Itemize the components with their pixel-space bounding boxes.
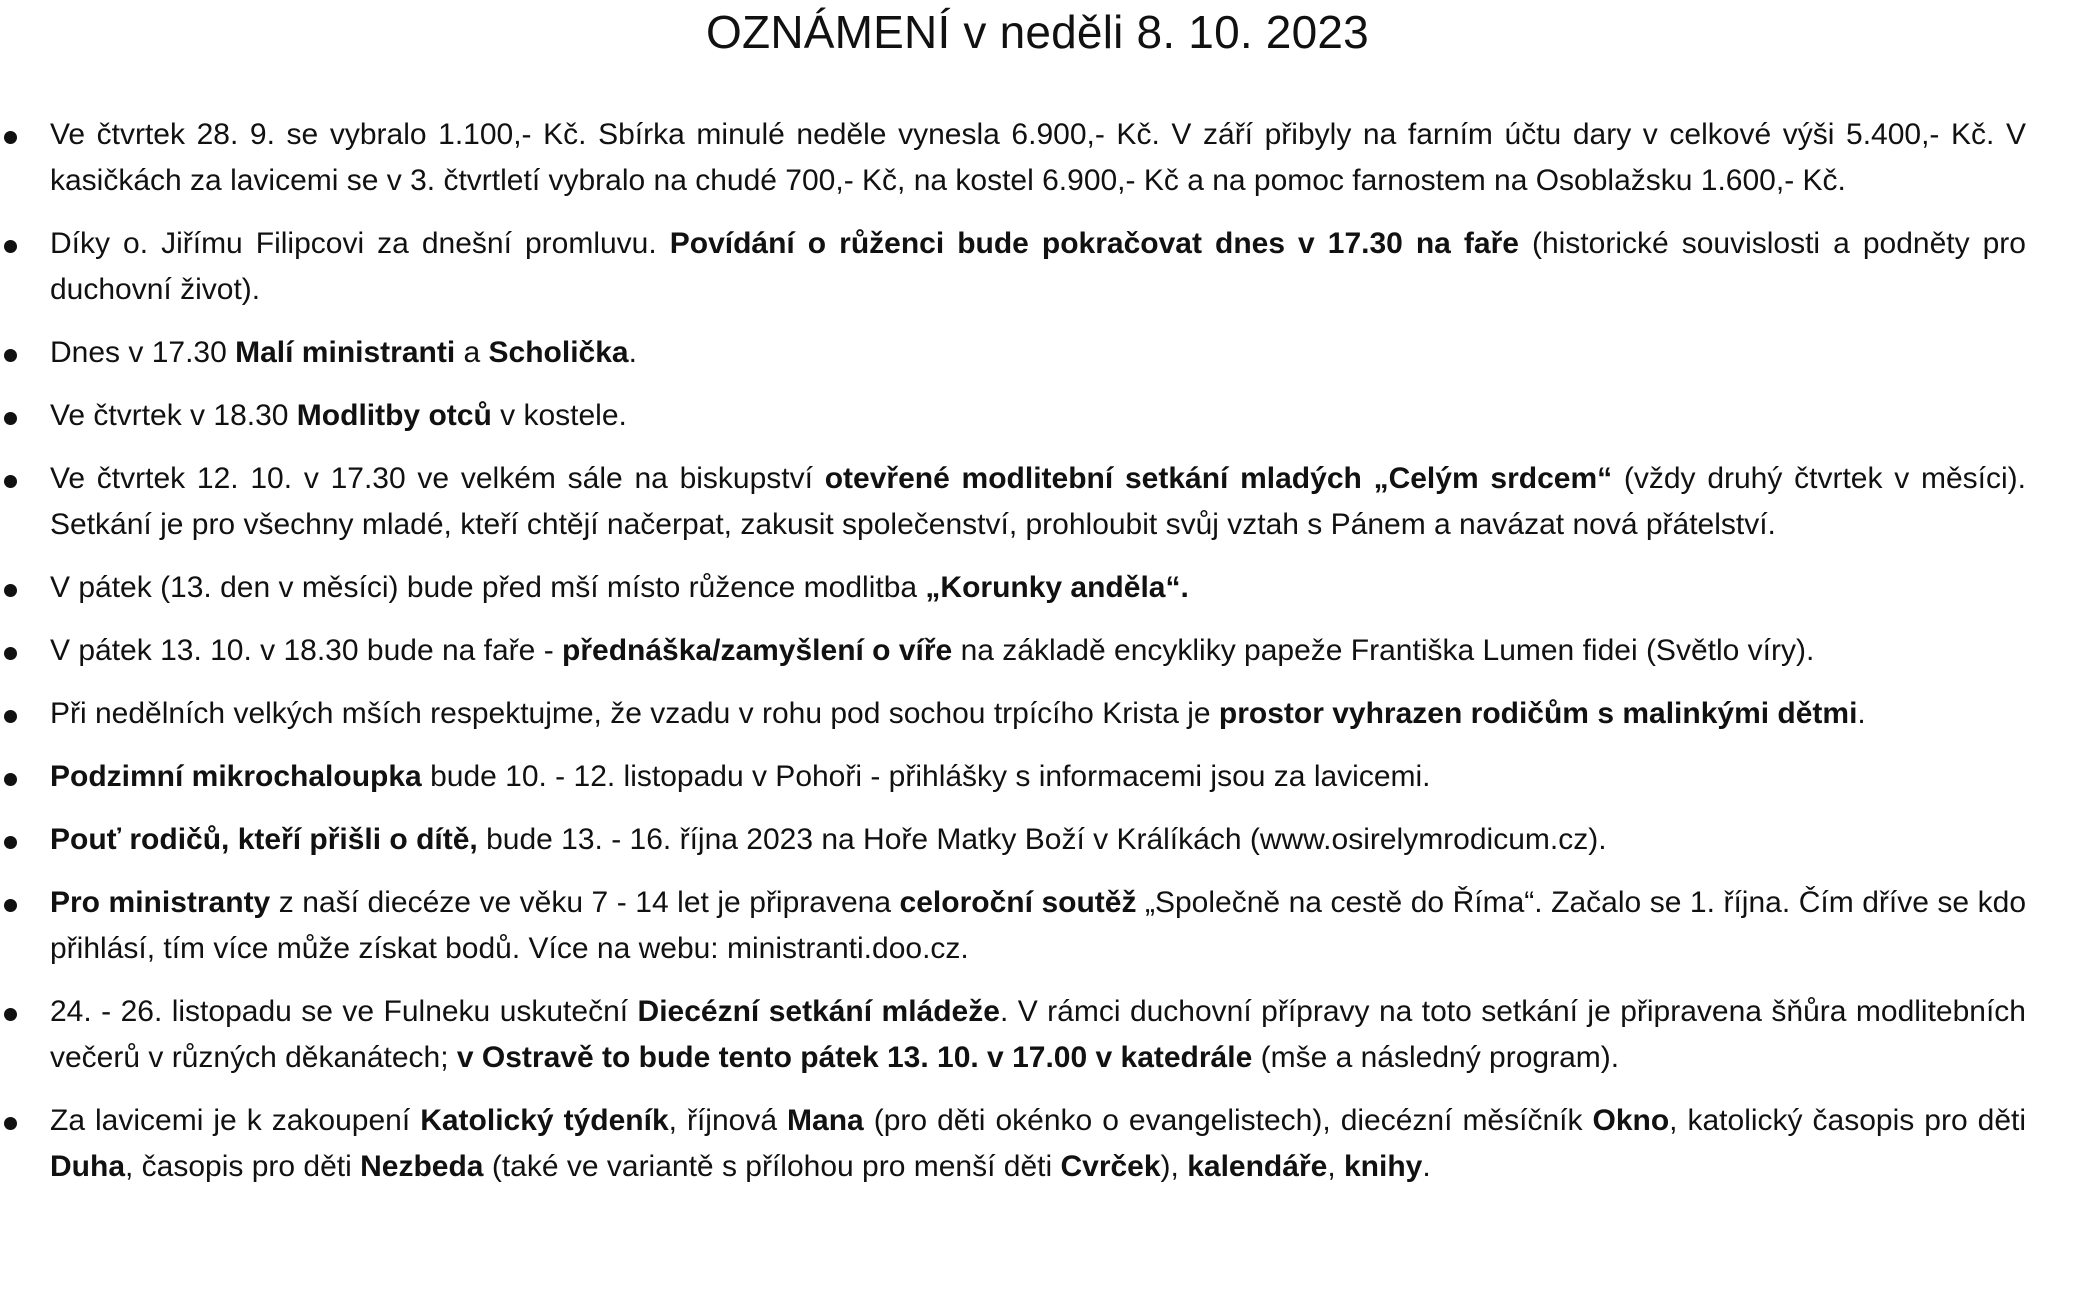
list-item [0,112,2026,204]
emphasized-text: v Ostravě to bude tento pátek 13. 10. v 17.00 v katedrále [456,1041,1253,1074]
emphasized-text: Katolický týdeník [420,1104,669,1137]
item-text: bude 10. - 12. listopadu v Pohoři - přihlášky s informacemi jsou za lavicemi. [421,760,1431,793]
item-text: Při nedělních velkých mších respektujme, že vzadu v rohu pod sochou trpícího Krista je [50,697,1219,730]
announcement-list [0,112,2075,1207]
bullet-icon [4,710,17,723]
bullet-icon [4,475,17,488]
list-item [0,754,2026,800]
item-text: , [1327,1150,1344,1183]
emphasized-text: Povídání o růženci bude pokračovat dnes v 17.30 na faře [669,227,1519,260]
item-text: , katolický časopis pro děti [1669,1104,2026,1137]
list-item [0,628,2026,674]
emphasized-text: Cvrček [1060,1150,1161,1183]
emphasized-text: knihy [1343,1150,1423,1183]
emphasized-text: „Korunky anděla“. [925,571,1189,604]
bullet-icon [4,240,17,253]
bullet-icon [4,1117,17,1130]
item-text: a [455,336,489,369]
bullet-icon [4,773,17,786]
item-text: 24. - 26. listopadu se ve Fulneku uskuteční [50,995,638,1028]
item-text: , časopis pro děti [125,1150,361,1183]
list-item [0,1098,2026,1190]
bullet-icon [4,647,17,660]
bullet-icon [4,899,17,912]
item-text: (historické souvislosti a podněty pro duchovní život). [50,227,2026,306]
emphasized-text: přednáška/zamyšlení o víře [562,634,953,667]
item-text: Za lavicemi je k zakoupení [50,1104,421,1137]
emphasized-text: Pro ministranty [50,886,271,919]
bullet-icon [4,584,17,597]
emphasized-text: otevřené modlitební setkání mladých „Celým srdcem“ [824,462,1613,495]
list-item [0,330,2026,376]
list-item [0,456,2026,548]
emphasized-text: Pouť rodičů, kteří přišli o dítě, [50,823,478,856]
page-title: OZNÁMENÍ v neděli 8. 10. 2023 [706,6,1369,58]
emphasized-text: kalendáře [1187,1150,1328,1183]
item-text: z naší diecéze ve věku 7 - 14 let je připravena [270,886,900,919]
item-text: bude 13. - 16. října 2023 na Hoře Matky Boží v Králíkách (www.osirelymrodicum.cz). [477,823,1607,856]
item-text: ), [1160,1150,1188,1183]
bullet-icon [4,412,17,425]
list-item [0,817,2026,863]
item-text: V pátek 13. 10. v 18.30 bude na faře - [50,634,563,667]
list-item [0,221,2026,313]
list-item [0,989,2026,1081]
bullet-icon [4,836,17,849]
emphasized-text: Okno [1592,1104,1670,1137]
emphasized-text: celoroční soutěž [899,886,1137,919]
item-text: Díky o. Jiřímu Filipcovi za dnešní promluvu. [50,227,670,260]
list-item [0,880,2026,972]
emphasized-text: prostor vyhrazen rodičům s malinkými dětmi [1218,697,1858,730]
list-item [0,393,2026,439]
bullet-icon [4,131,17,144]
emphasized-text: Malí ministranti [235,336,456,369]
emphasized-text: Modlitby otců [296,399,492,432]
item-text: na základě encykliky papeže Františka Lumen fidei (Světlo víry). [952,634,1815,667]
item-text: (také ve variantě s přílohou pro menší děti [483,1150,1061,1183]
item-text: . [1422,1150,1431,1183]
item-text: (vždy druhý čtvrtek v měsíci). Setkání je pro všechny mladé, kteří chtějí načerpat, zakusit společenství, prohloubit svůj vztah s Pánem a navázat nová přátelství. [50,462,2026,541]
item-text: Dnes v 17.30 [50,336,236,369]
bullet-icon [4,1008,17,1021]
emphasized-text: Mana [787,1104,864,1137]
item-text: . V rámci duchovní přípravy na toto setkání je připravena šňůra modlitebních večerů v různých děkanátech; [50,995,2026,1074]
item-text: . [628,336,637,369]
item-text: (mše a následný program). [1252,1041,1620,1074]
list-item [0,565,2026,611]
item-text: (pro děti okénko o evangelistech), diecézní měsíčník [863,1104,1593,1137]
item-text: , říjnová [668,1104,788,1137]
bullet-icon [4,349,17,362]
emphasized-text: Scholička [488,336,629,369]
item-text: Ve čtvrtek v 18.30 [50,399,297,432]
item-text: v kostele. [491,399,627,432]
emphasized-text: Duha [50,1150,125,1183]
item-text: . [1857,697,1866,730]
item-text: V pátek (13. den v měsíci) bude před mší místo růžence modlitba [50,571,926,604]
emphasized-text: Nezbeda [360,1150,484,1183]
item-text: Ve čtvrtek 28. 9. se vybralo 1.100,- Kč. Sbírka minulé neděle vynesla 6.900,- Kč. V září přibyly na farním účtu dary v celkové výši 5.400,- Kč. V kasičkách za lavicemi se v 3. čtvrtletí vybralo na chudé 700,- Kč, na kostel 6.900,- Kč a na pomoc farnostem na Osoblažsku 1.600,- Kč. [50,118,2026,197]
list-item [0,691,2026,737]
item-text: „Společně na cestě do Říma“. Začalo se 1. října. Čím dříve se kdo přihlásí, tím více může získat bodů. Více na webu: ministranti.doo.cz. [50,886,2027,965]
emphasized-text: Diecézní setkání mládeže [637,995,1000,1028]
item-text: Ve čtvrtek 12. 10. v 17.30 ve velkém sále na biskupství [50,462,825,495]
emphasized-text: Podzimní mikrochaloupka [50,760,422,793]
